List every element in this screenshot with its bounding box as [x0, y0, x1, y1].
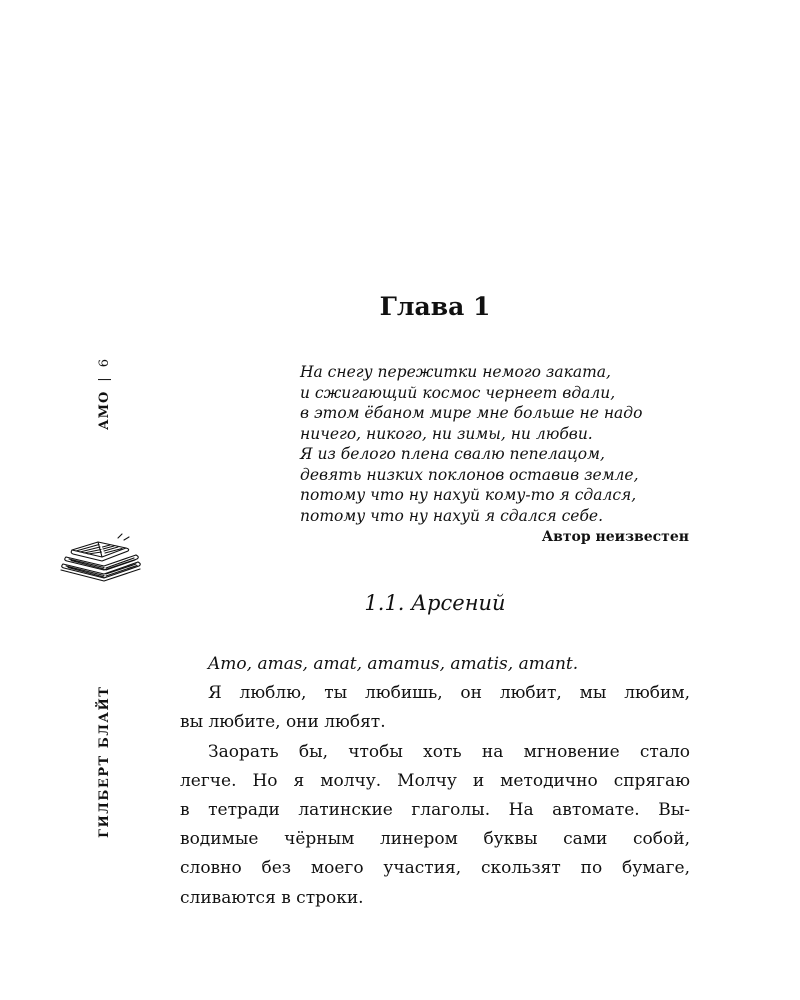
header-separator: |: [97, 376, 112, 382]
body-line: Amo, amas, amat, amamus, amatis, amant.: [208, 654, 579, 674]
epigraph-line: девять низких поклонов оставив земле,: [300, 465, 639, 484]
body-line: Я люблю, ты любишь, он любит, мы любим,: [208, 683, 690, 704]
epigraph-line: На снегу пережитки немого заката,: [300, 363, 611, 381]
page-number: 6: [97, 358, 112, 368]
epigraph-line: и сжигающий космос чернеет вдали,: [300, 383, 616, 402]
body-line: Заорать бы, чтобы хоть на мгновение стало: [208, 741, 690, 762]
epigraph-line: Я из белого плена свалю пепелацом,: [300, 445, 605, 463]
running-header-text: [96, 358, 114, 430]
author-name: ГИЛБЕРТ БЛАЙТ: [97, 685, 112, 838]
body-line: водимые чёрным линером буквы сами собой,: [180, 829, 690, 850]
epigraph-line: в этом ёбаном мире мне больше не надо: [300, 404, 643, 422]
epigraph-line: потому что ну нахуй я сдался себе.: [300, 506, 604, 525]
body-line: словно без моего участия, скользят по бумаге,: [180, 858, 690, 879]
body-line: сливаются в строки.: [180, 887, 364, 908]
body-line: в тетради латинские глаголы. На автомате. Вы-: [180, 799, 690, 820]
body-line: вы любите, они любят.: [180, 712, 386, 733]
epigraph-line: ничего, никого, ни зимы, ни любви.: [300, 424, 593, 443]
epigraph-attribution: Автор неизвестен: [541, 529, 689, 545]
section-title: 1.1. Арсений: [364, 591, 506, 615]
book-title: АМО: [97, 390, 112, 430]
body-text: [180, 650, 690, 913]
running-header: [92, 345, 122, 430]
running-author: [92, 668, 122, 843]
stack-of-books-icon: [58, 530, 142, 584]
epigraph-line: потому что ну нахуй кому-то я сдался,: [300, 486, 637, 504]
chapter-title: Глава 1: [379, 292, 491, 321]
epigraph: [300, 362, 695, 547]
body-line: легче. Но я молчу. Молчу и методично спрягаю: [180, 770, 690, 791]
